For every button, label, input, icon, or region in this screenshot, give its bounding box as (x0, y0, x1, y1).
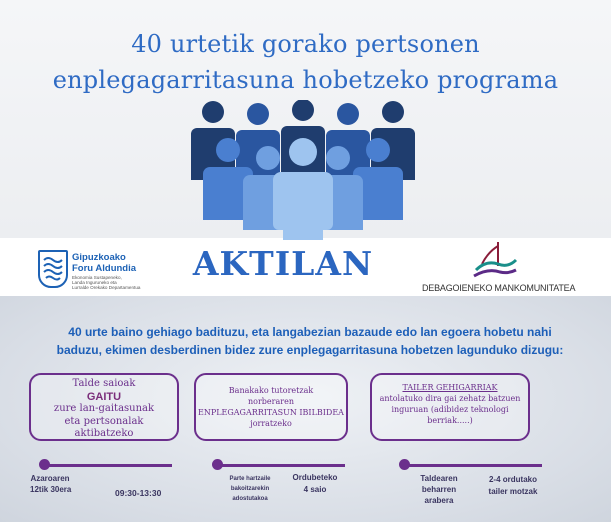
detail-text: 2-4 ordutako (488, 475, 537, 484)
detail-text: Taldearen (420, 474, 458, 483)
box-text: eta pertsonalak (64, 415, 144, 427)
timeline-bar (402, 464, 542, 467)
title-line-1: 40 urtetik gorako pertsonen (131, 30, 480, 58)
timeline-dot (39, 459, 50, 470)
gipuzkoa-name-2: Foru Aldundia (72, 263, 137, 274)
box-text: inguruan (adibidez teknologi (391, 405, 509, 414)
intro-line-2: baduzu, ekimen desberdinen bidez zure enplegagarritasuna hobetzen lagunduko dizugu: (56, 343, 564, 357)
program-name: AKTILAN (192, 244, 374, 283)
detail-text: 12tik 30era (30, 485, 72, 494)
box-highlight: TAILER GEHIGARRIAK (402, 383, 498, 392)
box-text: zure lan-gaitasunak (53, 403, 155, 414)
title-line-2: enplegagarritasuna hobetzeko programa (52, 66, 559, 94)
detail-text: tailer motzak (488, 487, 538, 496)
gipuzkoa-shield-icon (38, 250, 68, 288)
detail-text: 4 saio (303, 485, 327, 494)
timeline-dot (399, 459, 410, 470)
box-text: antolatuko dira gai zehatz batzuen (379, 394, 521, 403)
tutoring-agreement (215, 474, 285, 504)
detail-text: bakoitzarekin (230, 486, 270, 492)
gipuzkoa-logo (38, 250, 168, 292)
detail-text: Ordubeteko (292, 473, 338, 482)
box-text: norberaren (248, 397, 294, 406)
detail-text: Azaroaren (30, 474, 70, 483)
box-text: Banakako tutoretzak (228, 386, 314, 395)
workshop-needs (414, 473, 464, 506)
timeline-bar (42, 464, 172, 467)
group-schedule: 09:30-13:30 (115, 488, 162, 498)
box-highlight: GAITU (86, 390, 122, 403)
people-group-illustration (183, 100, 423, 240)
gipuzkoa-dept-1: Ekonomia Sustapeneko, (72, 275, 122, 280)
detail-text: beharren (421, 485, 457, 494)
group-dates (30, 473, 70, 495)
extra-workshops-box (370, 373, 530, 441)
debagoiena-name: DEBAGOIENEKO MANKOMUNITATEA (422, 283, 576, 293)
gipuzkoa-dept-2: Landa Inguruneko eta (72, 280, 117, 285)
box-text: aktibatzeko (74, 428, 134, 439)
intro-line-1: 40 urte baino gehiago badituzu, eta langabezian bazaude edo lan egoera hobetu nahi (68, 325, 552, 339)
individual-tutoring-box (194, 373, 348, 441)
box-text: Talde saioak (72, 378, 136, 389)
timeline-bar (215, 464, 345, 467)
detail-text: arabera (424, 496, 454, 505)
detail-text: Parte hartzaile (229, 476, 271, 482)
timeline-dot (212, 459, 223, 470)
box-text: berriak.....) (427, 416, 473, 425)
group-sessions-box (29, 373, 179, 441)
debagoiena-logo-icon (470, 240, 520, 282)
workshop-length (468, 474, 558, 498)
detail-text: adostutakoa (232, 496, 268, 502)
tutoring-sessions (290, 472, 340, 496)
box-text: jorratzeko (250, 419, 292, 428)
gipuzkoa-name-1: Gipuzkoako (72, 252, 126, 263)
box-highlight: ENPLEGAGARRITASUN IBILBIDEA (198, 408, 344, 417)
gipuzkoa-dept-3: Lurralde Orekako Departamentua (72, 285, 141, 290)
